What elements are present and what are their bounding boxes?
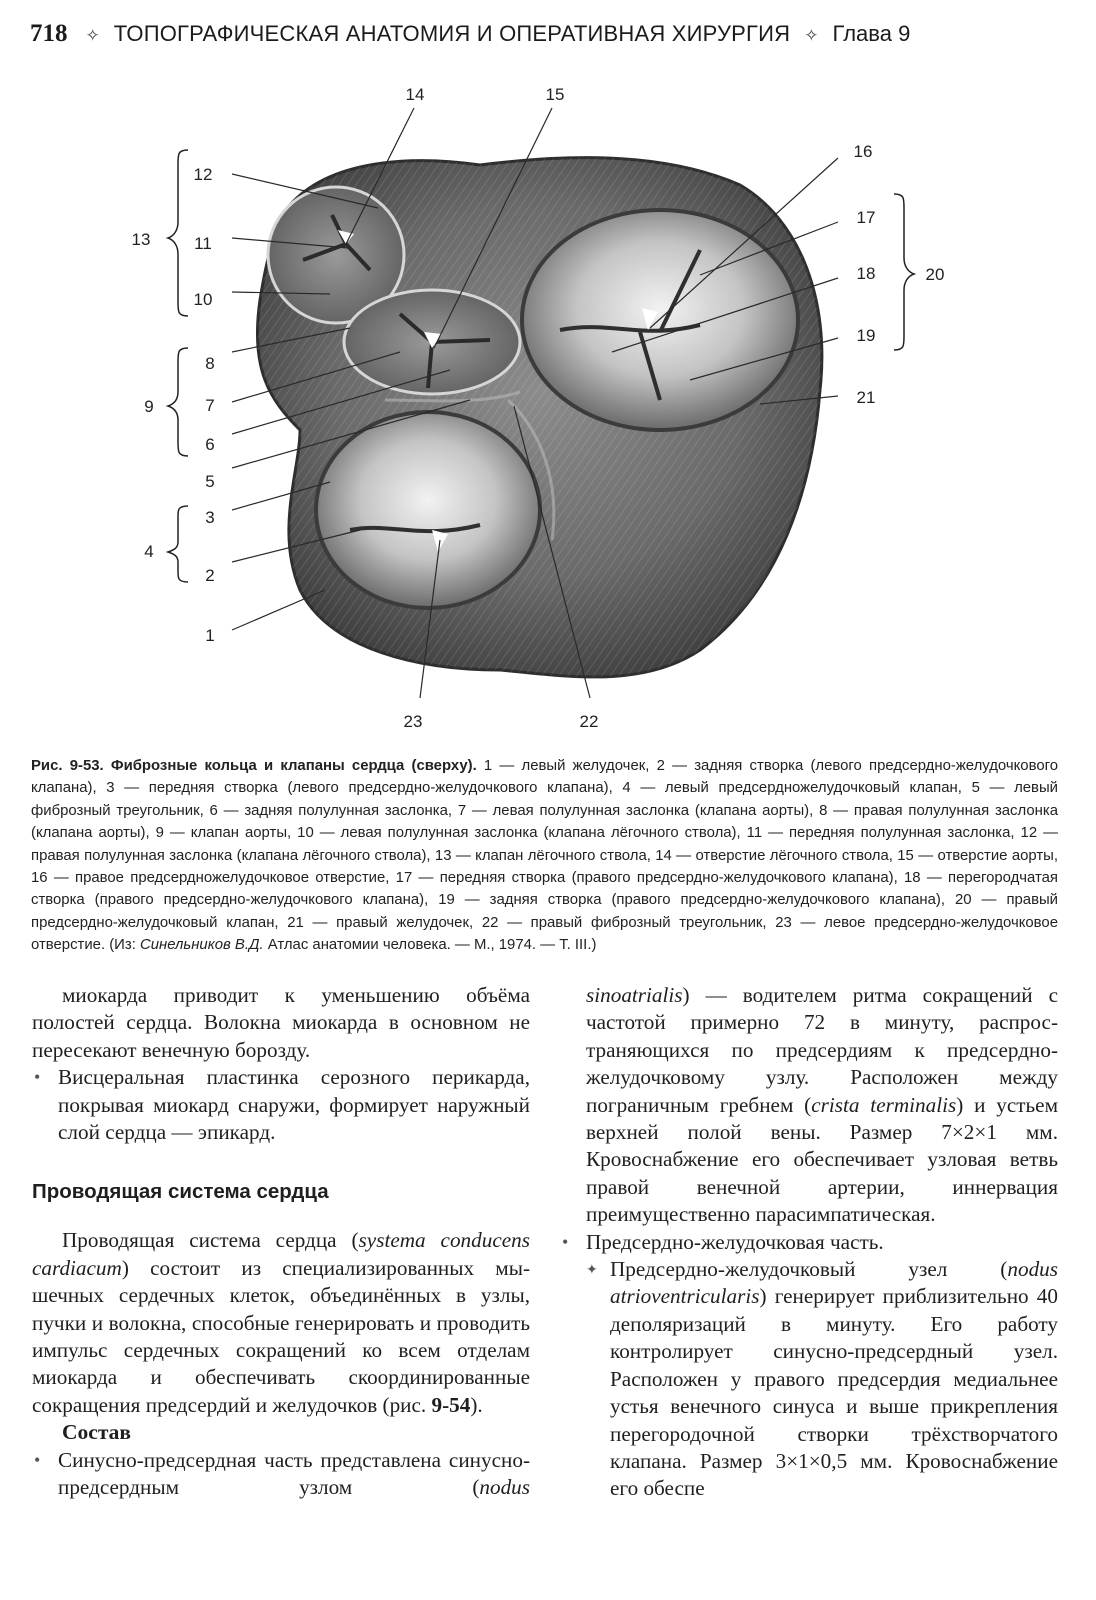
chapter-label: Глава 9 bbox=[832, 21, 911, 46]
label-5: 5 bbox=[205, 472, 215, 491]
subsection-heading: Состав bbox=[62, 1420, 132, 1445]
paragraph: sinoatrialis) — водителем ритма сокращений с частотой примерно 72 в минуту, распространяющихся по предсердиям к предсердно-желудочковому узлу. Расположен между пограничным гребнем (crista terminalis) и устьем верхней полой вены. Размер 7×2×1 мм. Кровоснабжение его обеспечивает узловая ветвь правой венечной артерии, иннервация преимущественно парасимпатическая. bbox=[586, 983, 1058, 1227]
bullet-item: • Висцеральная пластинка серозного перикарда, покрывая миокард снаружи, формирует наружный слой сердца — эпикард. bbox=[32, 1064, 530, 1146]
label-13: 13 bbox=[131, 230, 151, 249]
right-text-column bbox=[560, 982, 1058, 1503]
label-17: 17 bbox=[856, 208, 876, 227]
label-21: 21 bbox=[856, 388, 876, 407]
label-7: 7 bbox=[205, 396, 215, 415]
paragraph: Проводящая система сердца (systema conducens cardiacum) состоит из специализированных мышечных сердечных клеток, объединённых в узлы, пучки и волокна, способные генерировать и проводить импульс сердечных сокращений ко всем отделам миокарда и обеспечивать скоординированные сокращения предсердий и желудочков (рис. 9-54). bbox=[32, 1228, 530, 1417]
diamond-separator-icon: ✧ bbox=[85, 26, 100, 46]
running-header bbox=[30, 20, 910, 56]
label-22: 22 bbox=[579, 712, 599, 731]
label-15: 15 bbox=[545, 85, 565, 104]
heart-illustration bbox=[0, 70, 1096, 750]
caption-title: Рис. 9-53. Фиброзные кольца и клапаны сердца (сверху). bbox=[31, 758, 477, 774]
left-av-orifice-shape bbox=[316, 412, 540, 608]
label-12: 12 bbox=[193, 165, 213, 184]
caption-author: Синельников В.Д. bbox=[139, 937, 264, 954]
book-title: ТОПОГРАФИЧЕСКАЯ АНАТОМИЯ И ОПЕРАТИВНАЯ ХИРУРГИЯ bbox=[113, 21, 791, 46]
label-4: 4 bbox=[144, 542, 154, 561]
label-1: 1 bbox=[205, 626, 215, 645]
label-10: 10 bbox=[193, 290, 213, 309]
caption-source: Атлас анатомии человека. — М., 1974. — Т. III.) bbox=[263, 937, 597, 954]
label-6: 6 bbox=[205, 435, 215, 454]
label-14: 14 bbox=[405, 85, 425, 104]
label-3: 3 bbox=[205, 508, 215, 527]
label-18: 18 bbox=[856, 264, 876, 283]
left-text-column bbox=[32, 982, 530, 1502]
label-19: 19 bbox=[856, 326, 876, 345]
diamond-separator-icon: ✧ bbox=[804, 26, 819, 46]
diamond-bullet-item: ✦ Предсердно-желудочковый узел (nodus atrioventricularis) генерирует приблизительно 40 деполяризаций в минуту. Его работу контролирует синусно-предсердный узел. Расположен у правого предсердия медиальнее устья венечного синуса и выше прикрепления перегородочной створки трёхстворчатого клапана. Размер 3×1×0,5 мм. Кровоснабжение его обеспе bbox=[560, 1256, 1058, 1503]
paragraph: миокарда приводит к уменьшению объёма полостей сердца. Волокна миокарда в основном не пересекают венечную борозду. bbox=[32, 983, 530, 1062]
label-20: 20 bbox=[925, 265, 945, 284]
label-2: 2 bbox=[205, 566, 215, 585]
label-11: 11 bbox=[194, 234, 212, 253]
caption-text: 1 — левый желудочек, 2 — задняя створка (левого предсердно-желудочкового клапана), 3 — передняя створка (левого предсердно-желудочкового клапана), 4 — левый предсердножелудочковый клапан, 5 — левый фиброзный треугольник, 6 — задняя полулунная заслонка, 7 — левая полулунная заслонка (клапана аорты), 8 — правая полулунная заслонка (клапана аорты), 9 — клапан аорты, 10 — левая полулунная заслонка (клапана лёгочного ствола), 11 — передняя полулунная заслонка, 12 — правая полулунная заслонка (клапана лёгочного ствола), 13 — клапан лёгочного ствола, 14 — отверстие лёгочного ствола, 15 — отверстие аорты, 16 — правое предсердножелудочковое отверстие, 17 — передняя створка (правого предсердно-желудочкового клапана), 18 — перегородчатая створка (правого предсердно-желудочкового клапана), 19 — задняя створка (правого предсердно-желудочкового клапана), 20 — правый предсердно-желудочковый клапан, 21 — правый желудочек, 22 — правый фиброзный треугольник, 23 — левое предсердно-желудочковое отверстие. (Из: bbox=[31, 758, 1058, 954]
label-8: 8 bbox=[205, 354, 215, 373]
label-9: 9 bbox=[144, 397, 154, 416]
section-heading: Проводящая система сердца bbox=[32, 1180, 329, 1204]
bullet-item: • Предсердно-желудочковая часть. bbox=[560, 1229, 1058, 1256]
bullet-item: • Синусно-предсердная часть представлена синусно-предсердным узлом (nodus bbox=[32, 1447, 530, 1502]
page-number: 718 bbox=[30, 20, 68, 47]
heart-valves-figure bbox=[0, 70, 1096, 750]
label-23: 23 bbox=[403, 712, 423, 731]
figure-caption bbox=[31, 755, 1058, 957]
label-16: 16 bbox=[853, 142, 873, 161]
